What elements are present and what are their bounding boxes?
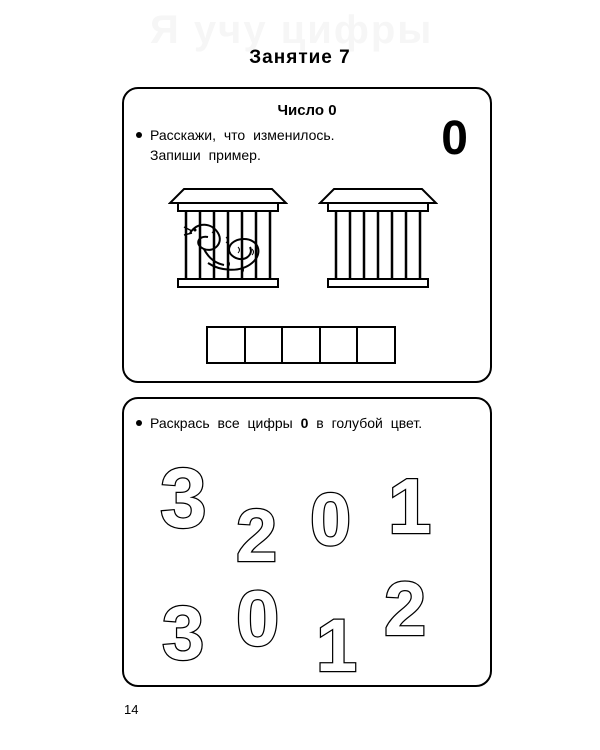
big-digit: 0 — [441, 112, 468, 165]
answer-box[interactable] — [319, 326, 359, 364]
watermark: Я учу цифры — [150, 8, 434, 52]
answer-boxes — [206, 326, 396, 364]
coloring-card — [122, 397, 492, 687]
number-card — [122, 87, 492, 383]
task-digit: 0 — [300, 415, 309, 431]
outline-digit[interactable]: 1 — [388, 462, 432, 550]
snake-icon — [184, 225, 258, 273]
answer-box[interactable] — [281, 326, 321, 364]
answer-box[interactable] — [206, 326, 246, 364]
outline-digit[interactable]: 2 — [236, 494, 278, 577]
card-heading: Число 0 — [277, 102, 337, 119]
outline-digits — [124, 399, 490, 685]
answer-box[interactable] — [244, 326, 284, 364]
task-line: Запиши пример. — [150, 147, 261, 163]
page-number: 14 — [124, 702, 139, 717]
outline-digit[interactable]: 0 — [236, 574, 280, 662]
empty-cage-icon — [318, 187, 438, 291]
task-prefix: Раскрась все цифры — [150, 415, 301, 431]
task-line: Расскажи, что изменилось. — [150, 127, 335, 143]
outline-digit[interactable]: 2 — [384, 567, 427, 652]
outline-digit[interactable]: 3 — [162, 591, 205, 676]
outline-digit[interactable]: 0 — [310, 478, 352, 561]
bullet-icon — [136, 132, 142, 138]
task-text — [150, 125, 335, 165]
outline-digit[interactable]: 3 — [160, 451, 207, 545]
task-suffix: в голубой цвет. — [308, 415, 423, 431]
lesson-title: Занятие 7 — [249, 47, 351, 68]
cage-with-snake-icon — [168, 187, 288, 291]
outline-digit[interactable]: 1 — [316, 604, 358, 685]
answer-box[interactable] — [356, 326, 396, 364]
